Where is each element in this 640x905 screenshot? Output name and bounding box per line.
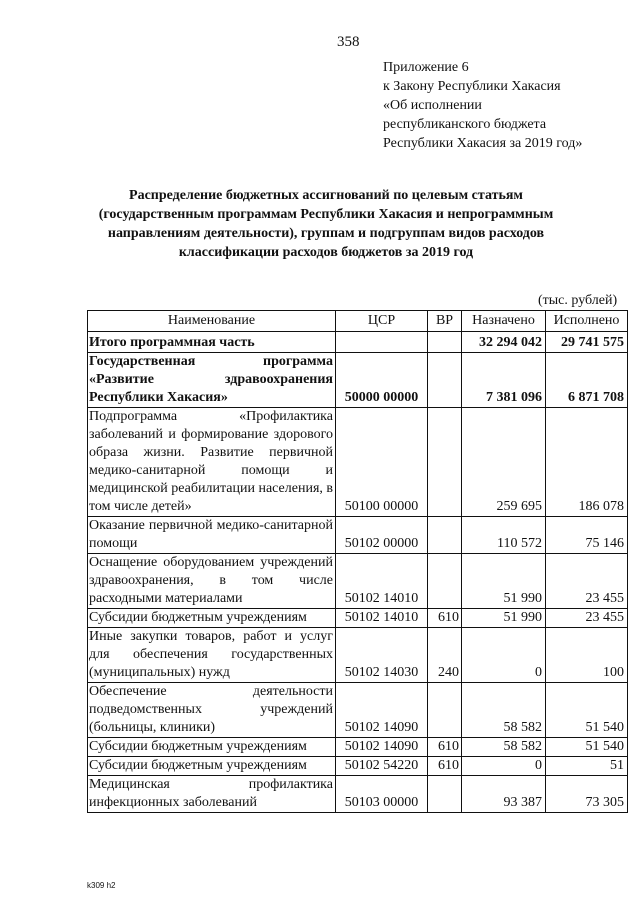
cell-csr: 50102 54220 [336, 757, 428, 776]
cell-csr: 50103 00000 [336, 776, 428, 813]
cell-executed: 51 [546, 757, 628, 776]
cell-csr: 50100 00000 [336, 408, 428, 517]
cell-assigned: 0 [462, 757, 546, 776]
header-executed: Исполнено [546, 311, 628, 332]
title-line: направлениям деятельности), группам и подгруппам видов расходов [107, 226, 545, 241]
table-row [88, 517, 628, 554]
cell-name: Итого программная часть [88, 332, 336, 353]
cell-csr: 50102 14030 [336, 628, 428, 683]
header-name: Наименование [88, 311, 336, 332]
appendix-note [383, 58, 582, 153]
cell-csr: 50000 00000 [336, 353, 428, 408]
cell-assigned: 32 294 042 [462, 332, 546, 353]
cell-vr [428, 408, 462, 517]
table-row [88, 757, 628, 776]
appendix-line: Приложение 6 [383, 60, 469, 75]
table-row [88, 609, 628, 628]
table-row [88, 628, 628, 683]
cell-assigned: 58 582 [462, 738, 546, 757]
cell-assigned: 259 695 [462, 408, 546, 517]
cell-vr [428, 554, 462, 609]
appendix-line: республиканского бюджета [383, 117, 547, 132]
header-csr: ЦСР [336, 311, 428, 332]
table-row [88, 332, 628, 353]
cell-name: Оснащение оборудованием учреждений здравоохранения, в том числе расходными материалами [88, 554, 336, 609]
cell-executed: 23 455 [546, 554, 628, 609]
cell-assigned: 110 572 [462, 517, 546, 554]
cell-executed: 186 078 [546, 408, 628, 517]
cell-executed: 23 455 [546, 609, 628, 628]
cell-executed: 51 540 [546, 683, 628, 738]
title-line: классификации расходов бюджетов за 2019 год [178, 245, 474, 260]
table-row [88, 738, 628, 757]
table-body [88, 332, 628, 813]
budget-table [87, 310, 628, 813]
cell-assigned: 51 990 [462, 609, 546, 628]
appendix-line: «Об исполнении [383, 98, 482, 113]
cell-name: Подпрограмма «Профилактика заболеваний и формирование здорового образа жизни. Развитие первичной медико-санитарной помощи и медицинской реабилитации населения, в том числе детей» [88, 408, 336, 517]
cell-executed: 51 540 [546, 738, 628, 757]
cell-name: Оказание первичной медико-санитарной помощи [88, 517, 336, 554]
cell-csr: 50102 14010 [336, 609, 428, 628]
cell-csr: 50102 14010 [336, 554, 428, 609]
cell-name: Субсидии бюджетным учреждениям [88, 738, 336, 757]
cell-vr [428, 776, 462, 813]
units-label: (тыс. рублей) [538, 293, 618, 308]
cell-executed: 73 305 [546, 776, 628, 813]
appendix-line: к Закону Республики Хакасия [383, 79, 561, 94]
cell-executed: 6 871 708 [546, 353, 628, 408]
header-assigned: Назначено [462, 311, 546, 332]
header-vr: ВР [428, 311, 462, 332]
footer-code: k309 h2 [87, 881, 116, 890]
cell-executed: 29 741 575 [546, 332, 628, 353]
cell-vr: 240 [428, 628, 462, 683]
cell-executed: 100 [546, 628, 628, 683]
table-header-row [88, 311, 628, 332]
cell-assigned: 0 [462, 628, 546, 683]
cell-assigned: 58 582 [462, 683, 546, 738]
cell-name: Субсидии бюджетным учреждениям [88, 757, 336, 776]
cell-executed: 75 146 [546, 517, 628, 554]
table-row [88, 683, 628, 738]
cell-assigned: 51 990 [462, 554, 546, 609]
cell-name: Обеспечение деятельности подведомственных учреждений (больницы, клиники) [88, 683, 336, 738]
title-line: (государственным программам Республики Хакасия и непрограммным [98, 207, 554, 222]
cell-vr [428, 683, 462, 738]
cell-csr [336, 332, 428, 353]
table-row [88, 408, 628, 517]
cell-name: Государственная программа «Развитие здравоохранения Республики Хакасия» [88, 353, 336, 408]
cell-vr [428, 332, 462, 353]
cell-vr [428, 517, 462, 554]
cell-csr: 50102 00000 [336, 517, 428, 554]
cell-assigned: 7 381 096 [462, 353, 546, 408]
cell-vr [428, 353, 462, 408]
cell-vr: 610 [428, 757, 462, 776]
cell-vr: 610 [428, 609, 462, 628]
title-line: Распределение бюджетных ассигнований по целевым статьям [129, 188, 523, 203]
page-number: 358 [337, 34, 360, 50]
table-row [88, 353, 628, 408]
cell-vr: 610 [428, 738, 462, 757]
table-row [88, 776, 628, 813]
cell-name: Иные закупки товаров, работ и услуг для обеспечения государственных (муниципальных) нужд [88, 628, 336, 683]
cell-name: Медицинская профилактика инфекционных заболеваний [88, 776, 336, 813]
cell-csr: 50102 14090 [336, 738, 428, 757]
table-row [88, 554, 628, 609]
document-title [70, 186, 582, 262]
cell-name: Субсидии бюджетным учреждениям [88, 609, 336, 628]
cell-assigned: 93 387 [462, 776, 546, 813]
cell-csr: 50102 14090 [336, 683, 428, 738]
appendix-line: Республики Хакасия за 2019 год» [383, 136, 583, 151]
